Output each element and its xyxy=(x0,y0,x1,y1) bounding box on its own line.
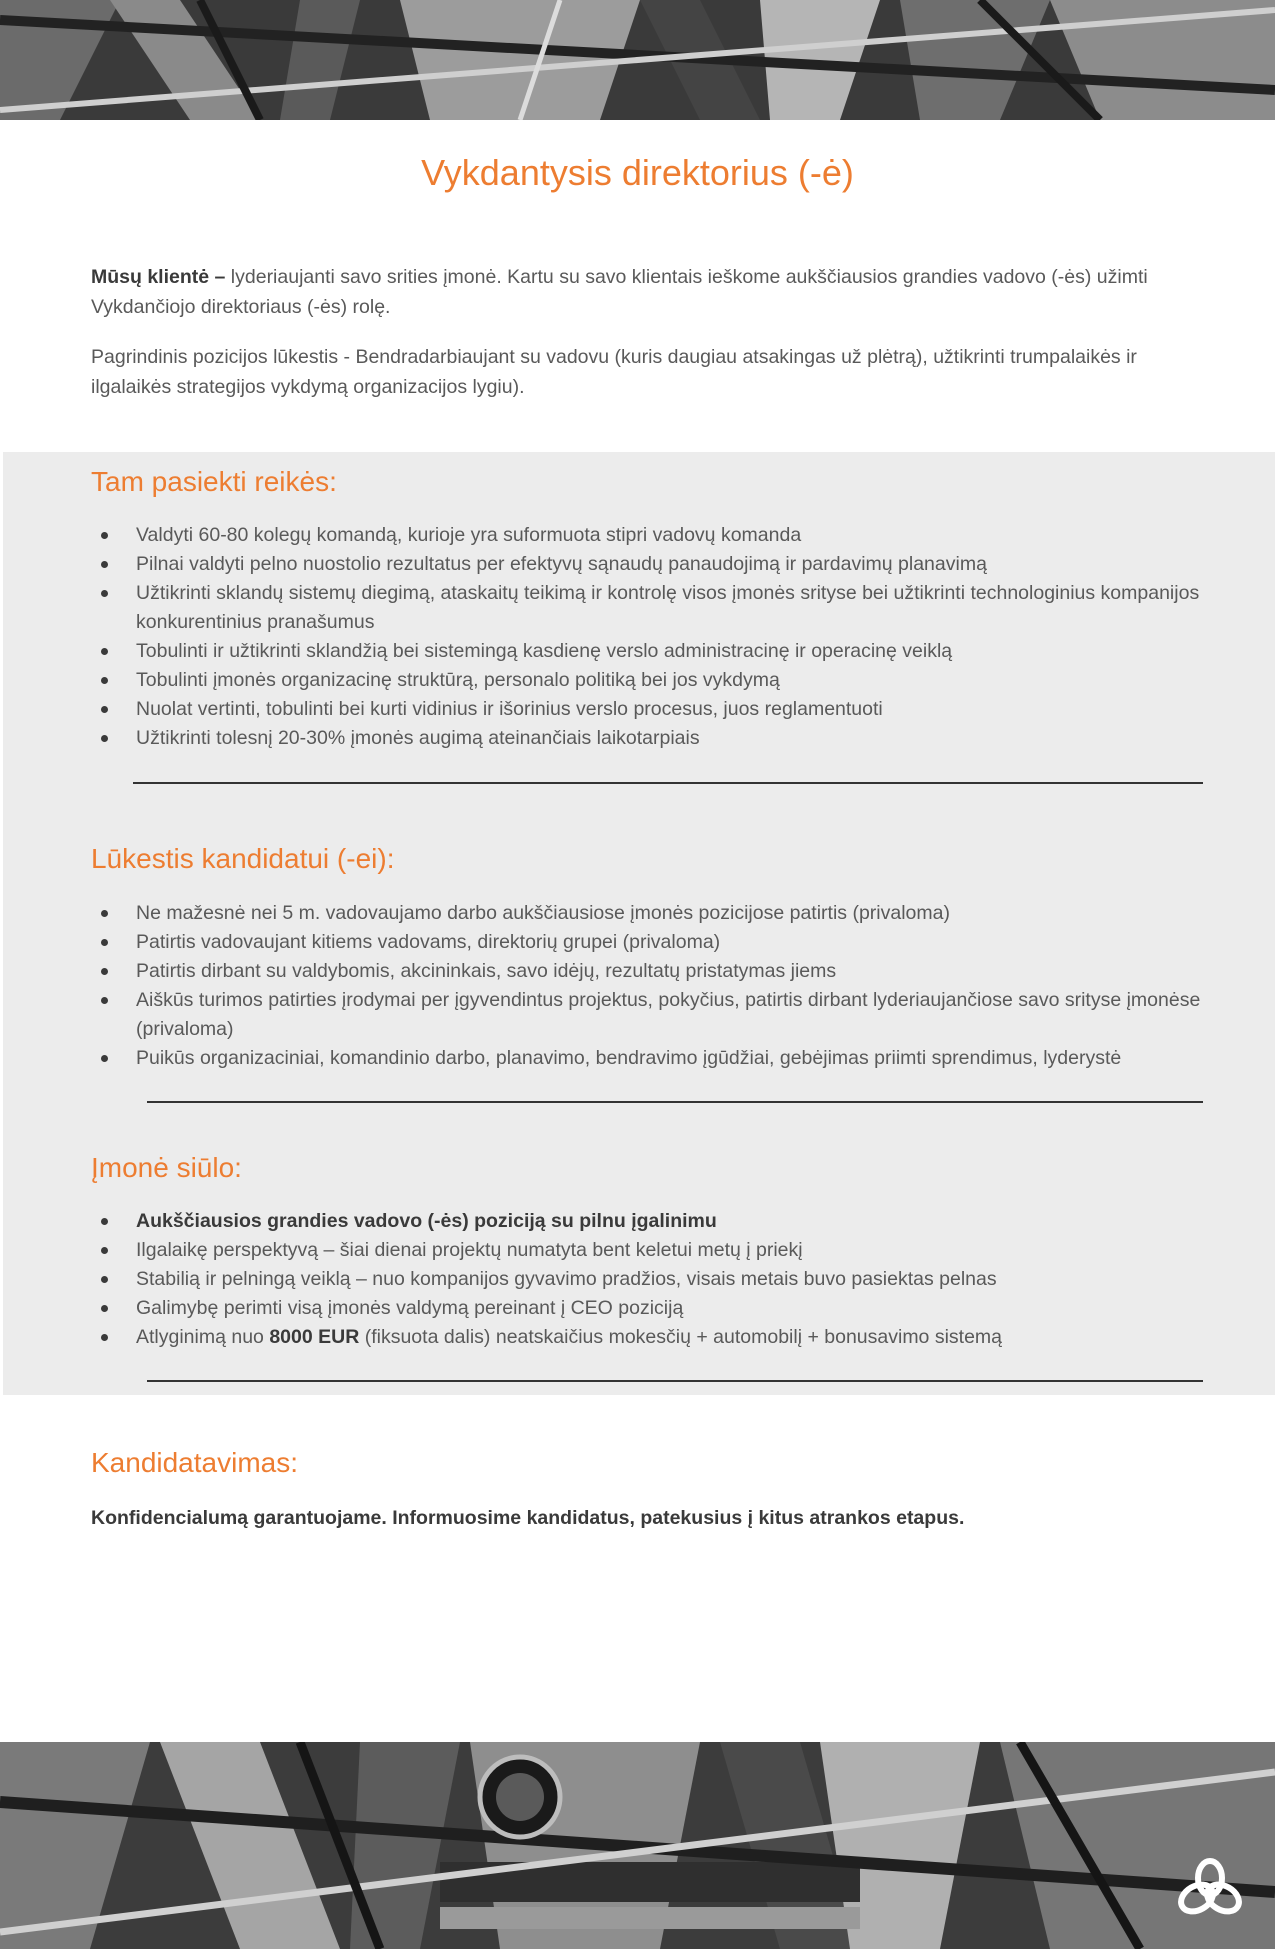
bullet-icon xyxy=(101,1247,108,1254)
intro-client-paragraph xyxy=(91,262,1211,322)
list-item: Tobulinti įmonės organizacinę struktūrą, personalo politiką bei jos vykdymą xyxy=(91,666,1211,695)
bottom-banner-image xyxy=(0,1742,1275,1949)
bullet-icon xyxy=(101,735,108,742)
list-item: Užtikrinti tolesnį 20-30% įmonės augimą ateinančiais laikotarpiais xyxy=(91,724,1211,753)
bullet-icon xyxy=(101,1055,108,1062)
section-divider xyxy=(147,1101,1203,1103)
list-item: Stabilią ir pelningą veiklą – nuo kompanijos gyvavimo pradžios, visais metais buvo pasiektas pelnas xyxy=(91,1265,1211,1294)
list-item: Užtikrinti sklandų sistemų diegimą, ataskaitų teikimą ir kontrolę visos įmonės srityse bei užtikrinti technologinius kompanijos konkurentinius pranašumus xyxy=(91,579,1211,637)
list-item: Puikūs organizaciniai, komandinio darbo, planavimo, bendravimo įgūdžiai, gebėjimas priimti sprendimus, lyderystė xyxy=(91,1044,1211,1073)
offer-list xyxy=(91,1207,1211,1352)
candidate-list xyxy=(91,899,1211,1073)
application-text: Konfidencialumą garantuojame. Informuosime kandidatus, patekusius į kitus atrankos etapus. xyxy=(91,1507,965,1529)
page-title: Vykdantysis direktorius (-ė) xyxy=(421,152,854,193)
list-item: Aukščiausios grandies vadovo (-ės) poziciją su pilnu įgalinimu xyxy=(91,1207,1211,1236)
bullet-icon xyxy=(101,1218,108,1225)
trefoil-logo-icon xyxy=(1175,1858,1245,1918)
list-item: Valdyti 60-80 kolegų komandą, kurioje yra suformuota stipri vadovų komanda xyxy=(91,521,1211,550)
bullet-icon xyxy=(101,648,108,655)
section-divider xyxy=(133,782,1203,784)
list-item: Patirtis vadovaujant kitiems vadovams, direktorių grupei (privaloma) xyxy=(91,928,1211,957)
bullet-icon xyxy=(101,706,108,713)
bullet-icon xyxy=(101,968,108,975)
bullet-icon xyxy=(101,1334,108,1341)
bullet-icon xyxy=(101,997,108,1004)
bullet-icon xyxy=(101,1276,108,1283)
offer-heading: Įmonė siūlo: xyxy=(91,1152,242,1183)
list-item: Atlyginimą nuo 8000 EUR (fiksuota dalis) neatskaičius mokesčių + automobilį + bonusavimo sistemą xyxy=(91,1323,1211,1352)
list-item: Aiškūs turimos patirties įrodymai per įgyvendintus projektus, pokyčius, patirtis dirbant lyderiaujančiose savo srityse įmonėse (privaloma) xyxy=(91,986,1211,1044)
intro-expectation-paragraph: Pagrindinis pozicijos lūkestis - Bendradarbiaujant su vadovu (kuris daugiau atsakingas už plėtrą), užtikrinti trumpalaikės ir ilgalaikės strategijos vykdymą organizacijos lygiu). xyxy=(91,346,1137,398)
list-item: Ilgalaikę perspektyvą – šiai dienai projektų numatyta bent keletui metų į priekį xyxy=(91,1236,1211,1265)
bullet-icon xyxy=(101,532,108,539)
bullet-icon xyxy=(101,939,108,946)
top-banner-image xyxy=(0,0,1275,120)
section-divider xyxy=(147,1380,1203,1382)
bullet-icon xyxy=(101,1305,108,1312)
intro-section xyxy=(91,262,1211,422)
bullet-icon xyxy=(101,590,108,597)
bullet-icon xyxy=(101,910,108,917)
bullet-icon xyxy=(101,677,108,684)
list-item: Ne mažesnė nei 5 m. vadovaujamo darbo aukščiausiose įmonės pozicijose patirtis (privaloma) xyxy=(91,899,1211,928)
requirements-heading: Tam pasiekti reikės: xyxy=(91,466,337,497)
list-item: Pilnai valdyti pelno nuostolio rezultatus per efektyvų sąnaudų panaudojimą ir pardavimų planavimą xyxy=(91,550,1211,579)
list-item: Nuolat vertinti, tobulinti bei kurti vidinius ir išorinius verslo procesus, juos reglamentuoti xyxy=(91,695,1211,724)
list-item: Tobulinti ir užtikrinti sklandžią bei sistemingą kasdienę verslo administracinę ir operacinę veiklą xyxy=(91,637,1211,666)
application-heading: Kandidatavimas: xyxy=(91,1447,299,1478)
requirements-list xyxy=(91,521,1211,753)
candidate-heading: Lūkestis kandidatui (-ei): xyxy=(91,843,395,874)
client-text: lyderiaujanti savo srities įmonė. Kartu su savo klientais ieškome aukščiausios grandies vadovo (-ės) užimti Vykdančiojo direktoriaus (-ės) rolę. xyxy=(91,266,1148,318)
list-item: Galimybę perimti visą įmonės valdymą pereinant į CEO poziciją xyxy=(91,1294,1211,1323)
bullet-icon xyxy=(101,561,108,568)
client-label: Mūsų klientė – xyxy=(91,266,226,288)
list-item: Patirtis dirbant su valdybomis, akcininkais, savo idėjų, rezultatų pristatymas jiems xyxy=(91,957,1211,986)
